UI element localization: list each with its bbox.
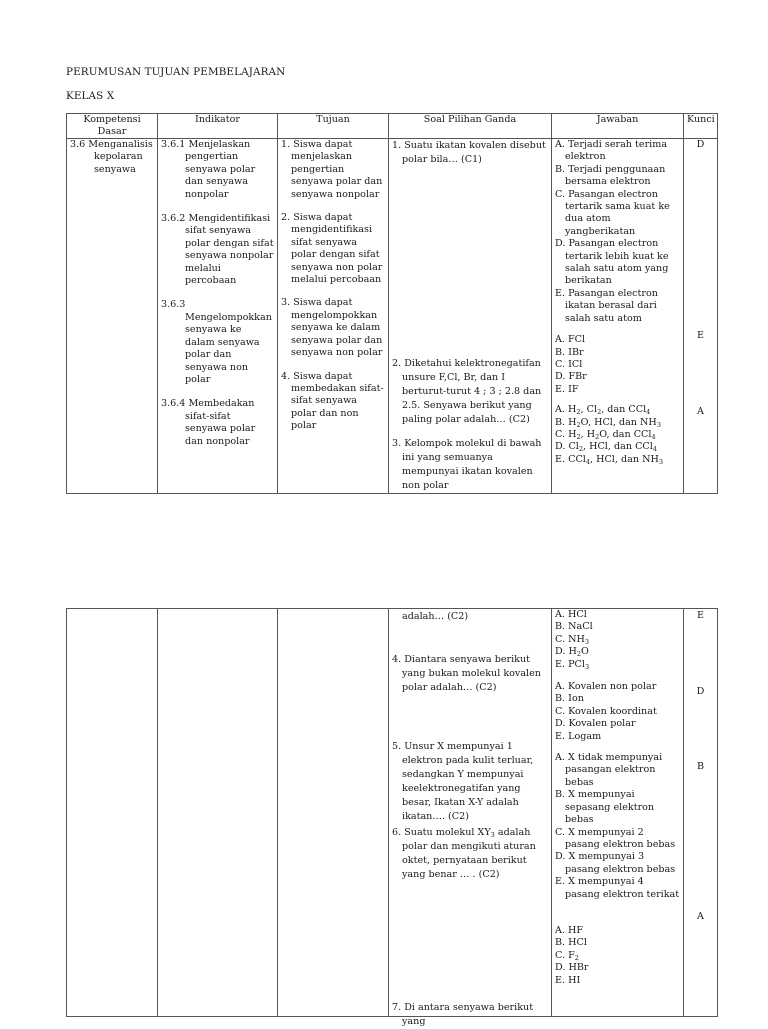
indikator-item: 3.6.4 Membedakan sifat-sifat senyawa polar dan nonpolar — [161, 398, 256, 447]
header-kunci: Kunci — [684, 114, 718, 139]
answer-key: B — [696, 761, 705, 772]
answer-option: D. $H_2O$ — [555, 646, 589, 659]
answer-key: A — [697, 406, 704, 417]
tujuan-item: 3. Siswa dapat mengelompokkan senyawa ke dalam senyawa polar dan senyawa non polar — [281, 297, 383, 359]
answer-option: D. X mempunyai 3 pasang elektron bebas — [555, 851, 676, 875]
answer-option: D. FBr — [555, 371, 587, 383]
answer-option: C. $NH_3$ — [555, 633, 589, 646]
answer-option: E. CCl$_4$, HCl, dan $NH_3$ — [555, 453, 663, 466]
answer-option: B. NaCl — [555, 621, 593, 633]
header-tujuan: Tujuan — [278, 114, 389, 139]
kd-cell — [67, 139, 158, 494]
table-row — [67, 139, 718, 494]
question-3: 3. Kelompok molekul di bawah ini yang semuanya mempunyai ikatan kovalen non polar — [392, 438, 542, 491]
answer-option: C. Pasangan electron tertarik sama kuat ke dua atom yangberikatan — [555, 188, 670, 237]
answer-key: E — [696, 330, 704, 341]
header-indikator: Indikator — [158, 114, 278, 139]
answer-option: C. X mempunyai 2 pasang elektron bebas — [555, 826, 676, 850]
answer-option: D. $Cl_2$, HCl, dan CCl$_4$ — [555, 441, 657, 454]
answer-option: A. Terjadi serah terima elektron — [555, 139, 668, 163]
answer-option: A. FCl — [555, 334, 586, 346]
indikator-item: 3.6.1 Menjelaskan pengertian senyawa polar dan senyawa nonpolar — [161, 139, 256, 200]
answer-option: E. PCl$_3$ — [555, 658, 590, 671]
answer-option: B. IBr — [555, 346, 584, 358]
answer-option: D. HBr — [555, 962, 589, 974]
indikator-item: 3.6.2 Mengidentifikasi sifat senyawa polar dengan sifat senyawa nonpolar melalui percobaan — [161, 213, 274, 287]
answer-option: D. Kovalen polar — [555, 718, 636, 730]
answer-option: C. ICl — [555, 358, 583, 370]
question-3-continued: adalah… (C2) — [402, 611, 469, 622]
question-6: 6. Suatu molekul $XY_3$ adalah polar dan mengikuti aturan oktet, pernyataan berikut yang benar … . (C2) — [392, 827, 536, 880]
answer-option: D. Pasangan electron tertarik lebih kuat ke salah satu atom yang berikatan — [555, 238, 669, 287]
answer-option: A. HCl — [555, 609, 587, 620]
question-5: 5. Unsur X mempunyai 1 elektron pada kulit terluar, sedangkan Y mempunyai keelektronegatifan yang besar, Ikatan X-Y adalah ikatan…. (C2) — [392, 741, 534, 822]
question-2: 2. Diketahui kelektronegatifan unsure F,Cl, Br, dan I berturut-turut 4 ; 3 ; 2.8 dan 2.5. Senyawa berikut yang paling polar adalah… (C2) — [392, 358, 542, 425]
answer-option: C. $H_2$, $H_2O$, dan CCl$_4$ — [555, 428, 656, 441]
answer-option: B. $H_2O$, HCl, dan $NH_3$ — [555, 416, 661, 429]
table-header-row — [67, 114, 718, 139]
kd-text: 3.6 Menganalisis kepolaran senyawa — [70, 139, 153, 175]
answer-key: E — [696, 610, 704, 621]
table-row — [67, 609, 718, 1017]
answer-option: E. Logam — [555, 730, 602, 742]
soal-cell — [389, 139, 552, 494]
tujuan-cell-empty — [278, 609, 389, 1017]
answer-option: C. $F_2$ — [555, 949, 579, 962]
jawaban-cell — [552, 609, 684, 1017]
answer-option: A. Kovalen non polar — [555, 681, 657, 693]
answer-key: D — [696, 686, 705, 697]
answer-option: C. Kovalen koordinat — [555, 705, 657, 717]
answer-option: A. X tidak mempunyai pasangan elektron bebas — [555, 752, 663, 788]
kunci-cell — [684, 139, 718, 494]
question-7: 7. Di antara senyawa berikut yang — [392, 1002, 534, 1027]
answer-option: B. Ion — [555, 693, 584, 705]
tujuan-cell — [278, 139, 389, 494]
answer-option: B. HCl — [555, 937, 587, 949]
question-1: 1. Suatu ikatan kovalen disebut polar bila… (C1) — [392, 140, 546, 165]
kunci-cell — [684, 609, 718, 1017]
answer-key: D — [696, 139, 705, 150]
answer-option: E. IF — [555, 383, 579, 395]
indikator-cell — [158, 139, 278, 494]
answer-option: A. $H_2$, $Cl_2$, dan CCl$_4$ — [555, 404, 651, 417]
answer-option: A. HF — [555, 924, 584, 936]
objectives-table-page-1 — [66, 113, 718, 494]
tujuan-item: 4. Siswa dapat membedakan sifat-sifat senyawa polar dan non polar — [281, 370, 384, 432]
tujuan-item: 2. Siswa dapat mengidentifikasi sifat senyawa polar dengan sifat senyawa non polar melalui percobaan — [281, 212, 383, 286]
header-jawaban: Jawaban — [552, 114, 684, 139]
indikator-item: 3.6.3 Mengelompokkan senyawa ke dalam senyawa polar dan senyawa non polar — [161, 299, 272, 385]
question-4: 4. Diantara senyawa berikut yang bukan molekul kovalen polar adalah… (C2) — [392, 654, 541, 693]
answer-option: E. Pasangan electron ikatan berasal dari salah satu atom — [555, 287, 658, 324]
kd-cell-empty — [67, 609, 158, 1017]
tujuan-item: 1. Siswa dapat menjelaskan pengertian senyawa polar dan senyawa nonpolar — [281, 139, 383, 200]
header-kompetensi-dasar: Kompetensi Dasar — [67, 114, 158, 139]
header-soal: Soal Pilihan Ganda — [389, 114, 552, 139]
soal-cell — [389, 609, 552, 1027]
answer-option: E. X mempunyai 4 pasang elektron terikat — [555, 876, 680, 900]
indikator-cell-empty — [158, 609, 278, 1017]
answer-option: B. Terjadi penggunaan bersama elektron — [555, 163, 666, 188]
objectives-table-page-2 — [66, 608, 718, 1027]
class-label: KELAS X — [66, 90, 115, 102]
jawaban-cell — [552, 139, 684, 494]
page-title: PERUMUSAN TUJUAN PEMBELAJARAN — [66, 66, 286, 78]
answer-option: B. X mempunyai sepasang elektron bebas — [555, 789, 655, 826]
answer-key: A — [697, 911, 704, 922]
answer-option: E. HI — [555, 974, 581, 986]
